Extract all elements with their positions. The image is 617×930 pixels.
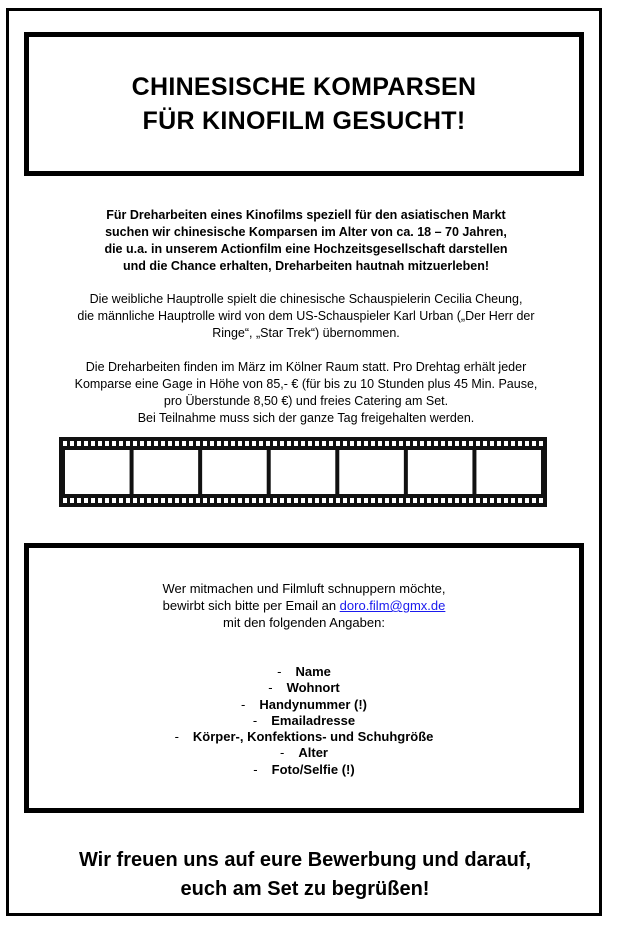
intro-line: Für Dreharbeiten eines Kinofilms speziell für den asiatischen Markt <box>106 208 506 222</box>
sprocket-hole <box>329 498 333 503</box>
sprocket-hole <box>287 441 291 446</box>
sprocket-hole <box>91 498 95 503</box>
sprocket-hole <box>266 498 270 503</box>
cast-paragraph <box>30 291 582 342</box>
instruction-line: mit den folgenden Angaben: <box>223 615 385 630</box>
closing-message <box>10 846 600 904</box>
sprocket-hole <box>350 498 354 503</box>
sprocket-hole <box>133 441 137 446</box>
sprocket-hole <box>189 498 193 503</box>
sprocket-hole <box>154 441 158 446</box>
details-line: Komparse eine Gage in Höhe von 85,- € (für bis zu 10 Stunden plus 45 Min. Pause, <box>74 377 538 391</box>
bullet-dash: - <box>280 745 285 761</box>
sprocket-hole <box>462 441 466 446</box>
sprocket-hole <box>525 498 529 503</box>
sprocket-hole <box>357 441 361 446</box>
sprocket-hole <box>203 441 207 446</box>
sprocket-hole <box>154 498 158 503</box>
sprocket-hole <box>490 441 494 446</box>
sprocket-hole <box>434 498 438 503</box>
sprocket-hole <box>364 441 368 446</box>
requirement-label: Emailadresse <box>271 712 356 728</box>
sprocket-hole <box>119 498 123 503</box>
headline-line-1: CHINESISCHE KOMPARSEN <box>131 73 477 101</box>
sprocket-hole <box>287 498 291 503</box>
sprocket-hole <box>126 498 130 503</box>
sprocket-hole <box>315 498 319 503</box>
sprocket-hole <box>448 498 452 503</box>
sprocket-hole <box>469 498 473 503</box>
sprocket-hole <box>147 441 151 446</box>
sprocket-hole <box>336 441 340 446</box>
sprocket-hole <box>63 441 67 446</box>
cast-line: Die weibliche Hauptrolle spielt die chinesische Schauspielerin Cecilia Cheung, <box>89 292 523 306</box>
sprocket-hole <box>308 498 312 503</box>
sprocket-hole <box>196 441 200 446</box>
sprocket-hole <box>539 498 543 503</box>
intro-line: die u.a. in unserem Actionfilm eine Hochzeitsgesellschaft darstellen <box>104 242 508 256</box>
sprocket-hole <box>385 441 389 446</box>
sprocket-hole <box>182 498 186 503</box>
instruction-line <box>29 597 579 614</box>
sprocket-hole <box>357 498 361 503</box>
requirement-label: Name <box>295 664 331 679</box>
sprocket-hole <box>161 441 165 446</box>
sprocket-hole <box>399 441 403 446</box>
sprocket-hole <box>329 441 333 446</box>
sprocket-hole <box>448 441 452 446</box>
sprocket-hole <box>371 498 375 503</box>
sprocket-hole <box>182 441 186 446</box>
film-frame <box>408 450 473 494</box>
list-item <box>29 762 579 778</box>
sprocket-hole <box>420 498 424 503</box>
intro-line: suchen wir chinesische Komparsen im Alter von ca. 18 – 70 Jahren, <box>105 225 507 239</box>
intro-paragraph <box>30 207 582 275</box>
sprocket-hole <box>252 498 256 503</box>
details-line: Die Dreharbeiten finden im März im Kölner Raum statt. Pro Drehtag erhält jeder <box>85 360 527 374</box>
sprocket-hole <box>511 441 515 446</box>
cast-line: die männliche Hauptrolle wird von dem US-Schauspieler Karl Urban („Der Herr der <box>77 309 535 323</box>
cast-line: Ringe“, „Star Trek“) übernommen. <box>212 326 400 340</box>
film-frame <box>202 450 267 494</box>
sprocket-hole <box>413 441 417 446</box>
sprocket-hole <box>301 498 305 503</box>
sprocket-hole <box>280 441 284 446</box>
bullet-dash: - <box>252 712 258 728</box>
sprocket-hole <box>203 498 207 503</box>
sprocket-hole <box>168 441 172 446</box>
bullet-dash: - <box>174 729 179 745</box>
sprocket-hole <box>140 498 144 503</box>
sprocket-hole <box>259 441 263 446</box>
sprocket-hole <box>63 498 67 503</box>
film-frame <box>271 450 336 494</box>
requirements-list <box>29 664 579 778</box>
sprocket-hole <box>441 498 445 503</box>
sprocket-hole <box>273 441 277 446</box>
sprocket-hole <box>294 498 298 503</box>
sprocket-hole <box>483 441 487 446</box>
sprocket-hole <box>399 498 403 503</box>
sprocket-hole <box>119 441 123 446</box>
list-item <box>29 729 579 745</box>
application-box <box>24 543 584 813</box>
bullet-dash: - <box>277 664 282 679</box>
sprocket-hole <box>490 498 494 503</box>
sprocket-hole <box>98 498 102 503</box>
sprocket-hole <box>322 441 326 446</box>
sprocket-hole <box>91 441 95 446</box>
sprocket-hole <box>406 441 410 446</box>
sprocket-hole <box>511 498 515 503</box>
sprocket-hole <box>252 441 256 446</box>
sprocket-hole <box>70 441 74 446</box>
sprocket-hole <box>70 498 74 503</box>
film-frame <box>476 450 541 494</box>
intro-line: und die Chance erhalten, Dreharbeiten hautnah mitzuerleben! <box>122 259 490 273</box>
sprocket-hole <box>175 441 179 446</box>
sprocket-hole <box>371 441 375 446</box>
sprocket-hole <box>84 441 88 446</box>
sprocket-hole <box>259 498 263 503</box>
sprocket-hole <box>168 498 172 503</box>
instruction-line: Wer mitmachen und Filmluft schnuppern möchte, <box>162 581 446 596</box>
list-item <box>29 680 579 696</box>
sprocket-hole <box>133 498 137 503</box>
sprocket-hole <box>217 441 221 446</box>
list-item <box>29 713 579 729</box>
sprocket-hole <box>497 498 501 503</box>
sprocket-hole <box>98 441 102 446</box>
film-frame <box>65 450 130 494</box>
sprocket-hole <box>413 498 417 503</box>
sprocket-hole <box>392 441 396 446</box>
bullet-dash: - <box>253 761 258 777</box>
sprocket-hole <box>126 441 130 446</box>
sprocket-hole <box>224 441 228 446</box>
requirement-label: Körper-, Konfektions- und Schuhgröße <box>192 729 434 745</box>
list-item <box>29 664 579 680</box>
sprocket-hole <box>406 498 410 503</box>
sprocket-hole <box>231 498 235 503</box>
sprocket-hole <box>280 498 284 503</box>
sprocket-hole <box>301 441 305 446</box>
closing-line: euch am Set zu begrüßen! <box>180 878 430 900</box>
sprocket-hole <box>147 498 151 503</box>
headline-box <box>24 32 584 176</box>
sprocket-hole <box>455 498 459 503</box>
sprocket-hole <box>175 498 179 503</box>
sprocket-hole <box>441 441 445 446</box>
requirement-label: Foto/Selfie (!) <box>271 761 355 777</box>
sprocket-hole <box>378 498 382 503</box>
sprocket-hole <box>504 498 508 503</box>
requirement-label: Handynummer (!) <box>259 696 367 712</box>
sprocket-hole <box>497 441 501 446</box>
sprocket-hole <box>105 441 109 446</box>
film-frame <box>134 450 199 494</box>
sprocket-hole <box>238 498 242 503</box>
sprocket-hole <box>84 498 88 503</box>
application-instructions <box>29 580 579 631</box>
requirement-label: Wohnort <box>286 680 340 696</box>
sprocket-hole <box>483 498 487 503</box>
sprocket-hole <box>336 498 340 503</box>
sprocket-hole <box>238 441 242 446</box>
instruction-text: bewirbt sich bitte per Email an <box>162 598 340 613</box>
sprocket-hole <box>231 441 235 446</box>
sprocket-hole <box>77 498 81 503</box>
sprocket-hole <box>294 441 298 446</box>
sprocket-hole <box>420 441 424 446</box>
closing-line: Wir freuen uns auf eure Bewerbung und darauf, <box>78 849 532 871</box>
details-line: pro Überstunde 8,50 €) und freies Catering am Set. <box>163 394 449 408</box>
sprocket-hole <box>532 441 536 446</box>
requirement-label: Alter <box>298 745 328 761</box>
list-item <box>29 745 579 761</box>
sprocket-hole <box>210 498 214 503</box>
sprocket-hole <box>462 498 466 503</box>
sprocket-hole <box>476 498 480 503</box>
sprocket-hole <box>245 498 249 503</box>
sprocket-hole <box>427 498 431 503</box>
sprocket-hole <box>224 498 228 503</box>
details-paragraph <box>30 359 582 427</box>
sprocket-hole <box>518 441 522 446</box>
details-line: Bei Teilnahme muss sich der ganze Tag freigehalten werden. <box>137 411 475 425</box>
filmstrip-graphic <box>59 437 547 507</box>
film-frame <box>339 450 404 494</box>
sprocket-hole <box>105 498 109 503</box>
sprocket-hole <box>196 498 200 503</box>
sprocket-hole <box>322 498 326 503</box>
sprocket-hole <box>140 441 144 446</box>
sprocket-hole <box>245 441 249 446</box>
sprocket-hole <box>525 441 529 446</box>
sprocket-hole <box>518 498 522 503</box>
sprocket-hole <box>364 498 368 503</box>
sprocket-hole <box>532 498 536 503</box>
sprocket-hole <box>539 441 543 446</box>
sprocket-hole <box>434 441 438 446</box>
headline-line-2: FÜR KINOFILM GESUCHT! <box>142 107 466 135</box>
sprocket-hole <box>210 441 214 446</box>
sprocket-hole <box>504 441 508 446</box>
list-item <box>29 697 579 713</box>
sprocket-hole <box>378 441 382 446</box>
sprocket-hole <box>476 441 480 446</box>
sprocket-hole <box>77 441 81 446</box>
sprocket-hole <box>343 498 347 503</box>
sprocket-hole <box>161 498 165 503</box>
sprocket-hole <box>455 441 459 446</box>
sprocket-hole <box>217 498 221 503</box>
sprocket-hole <box>112 498 116 503</box>
sprocket-hole <box>469 441 473 446</box>
sprocket-hole <box>343 441 347 446</box>
sprocket-hole <box>350 441 354 446</box>
sprocket-hole <box>385 498 389 503</box>
bullet-dash: - <box>268 680 273 696</box>
sprocket-hole <box>308 441 312 446</box>
sprocket-hole <box>189 441 193 446</box>
email-link[interactable]: doro.film@gmx.de <box>339 598 446 613</box>
bullet-dash: - <box>241 696 246 712</box>
sprocket-hole <box>315 441 319 446</box>
sprocket-hole <box>273 498 277 503</box>
sprocket-hole <box>427 441 431 446</box>
sprocket-hole <box>392 498 396 503</box>
sprocket-hole <box>112 441 116 446</box>
sprocket-hole <box>266 441 270 446</box>
